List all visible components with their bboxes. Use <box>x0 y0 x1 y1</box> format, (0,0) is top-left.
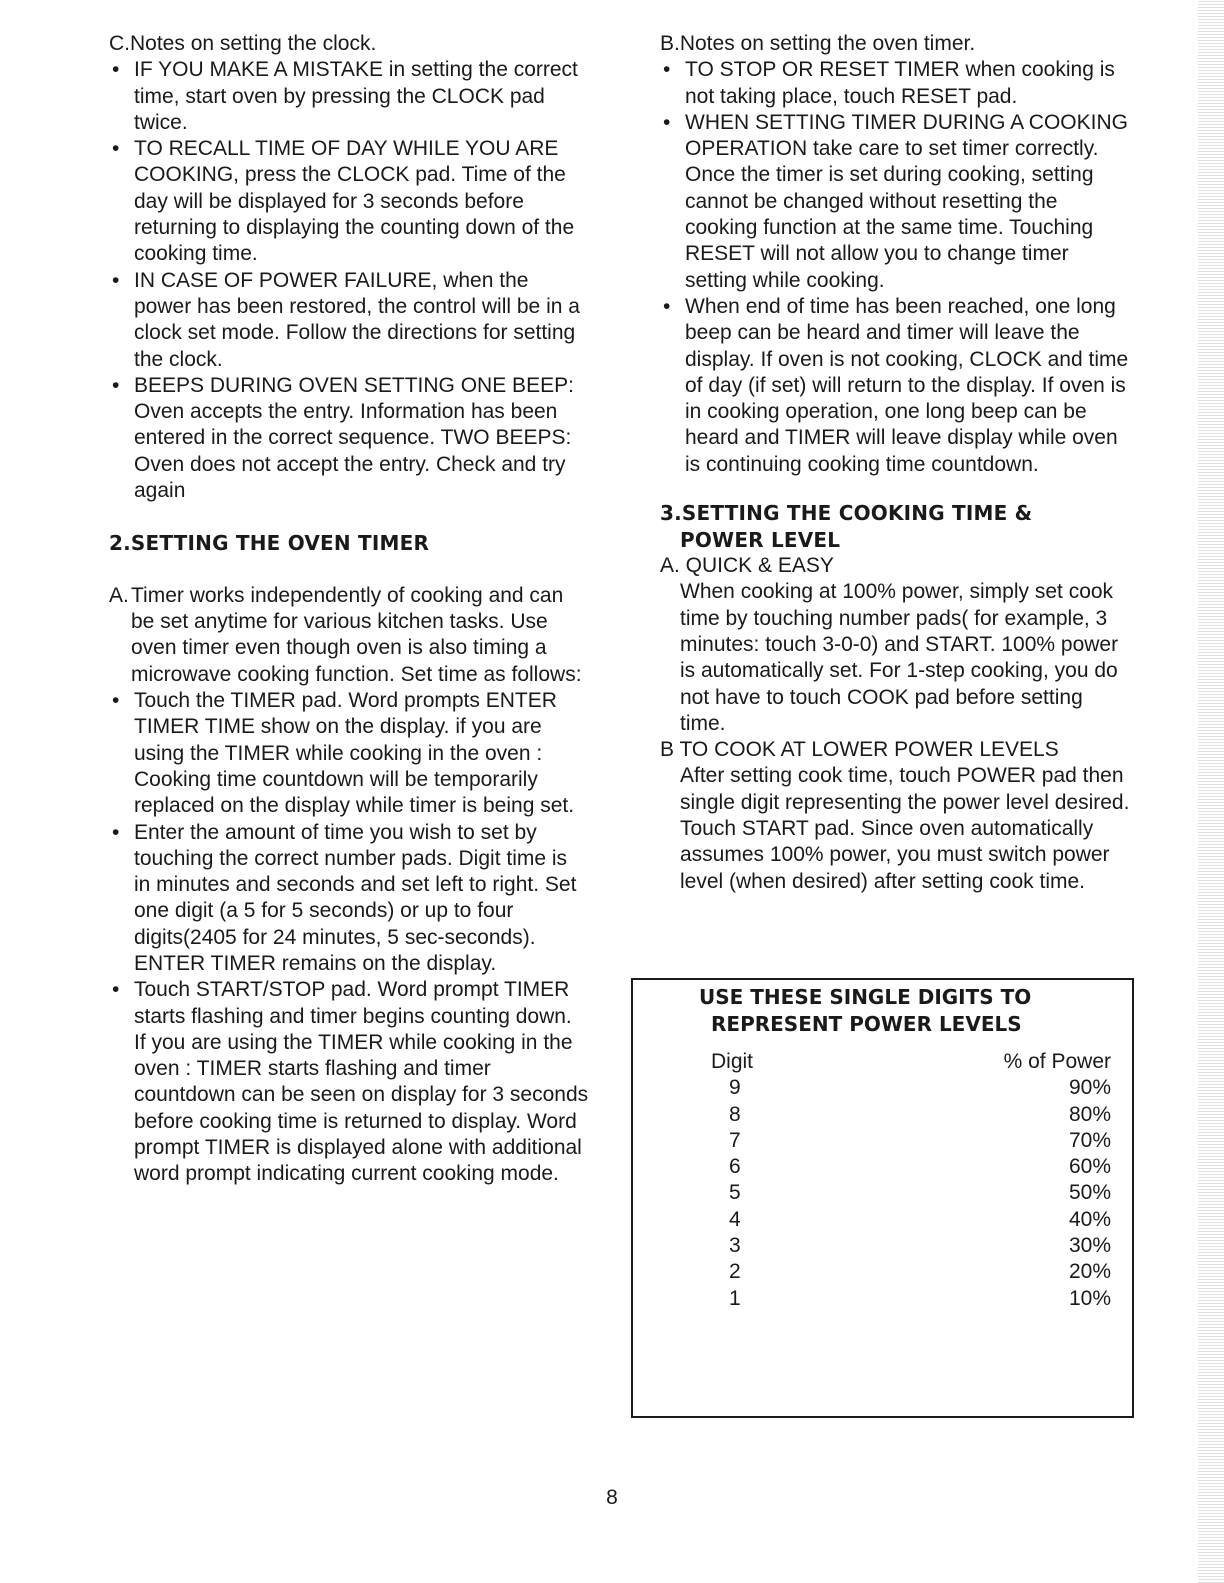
quick-easy-text: When cooking at 100% power, simply set cook time by touching number pads( for example, 3 minutes: touch 3-0-0) and START. 100% power is automatically set. For 1-step cooking, you do not have to touch COOK pad before setting time. <box>680 580 1119 735</box>
table-row <box>711 1207 1111 1233</box>
digit-cell: 4 <box>729 1207 741 1231</box>
digit-cell: 1 <box>729 1286 741 1310</box>
table-row <box>711 1233 1111 1259</box>
power-levels-title <box>699 984 1132 1037</box>
power-cell: 50% <box>1068 1181 1111 1205</box>
list-item: • WHEN SETTING TIMER DURING A COOKING OPERATION take care to set timer correctly. Once the timer is set during cooking, setting cannot be changed without resetting the cooking function at the same time. Touching RESET will not allow you to change timer setting while cooking. <box>660 110 1130 294</box>
power-cell: 60% <box>1068 1155 1111 1179</box>
power-cell: 30% <box>1068 1234 1111 1258</box>
digit-cell: 8 <box>729 1102 741 1126</box>
clock-notes-heading: C.Notes on setting the clock. <box>109 32 377 55</box>
beeps-list <box>109 373 589 504</box>
power-levels-title-line1: USE THESE SINGLE DIGITS TO <box>699 985 1032 1009</box>
list-item: • IN CASE OF POWER FAILURE, when the power has been restored, the control will be in a clock set mode. Follow the directions for setting the clock. <box>109 268 589 373</box>
lower-power-text: After setting cook time, touch POWER pad then single digit representing the power level desired. Touch START pad. Since oven automatically assumes 100% power, you must switch power level (when desired) after setting cook time. <box>680 764 1130 893</box>
timer-notes-heading: B.Notes on setting the oven timer. <box>660 32 976 55</box>
digit-cell: 2 <box>729 1260 741 1284</box>
power-cell: 80% <box>1068 1102 1111 1126</box>
section-2-title: 2.SETTING THE OVEN TIMER <box>109 531 430 556</box>
lower-power-heading: B TO COOK AT LOWER POWER LEVELS <box>660 738 1059 762</box>
section-3-title-line1: 3.SETTING THE COOKING TIME & <box>660 501 1033 526</box>
digit-cell: 7 <box>729 1128 741 1152</box>
timer-notes-list <box>660 57 1130 478</box>
list-item: • TO RECALL TIME OF DAY WHILE YOU ARE COOKING, press the CLOCK pad. Time of the day will be displayed for 3 seconds before returning to displaying the counting down of the cooking time. <box>109 136 589 267</box>
left-column <box>109 31 589 1188</box>
scan-edge-texture <box>1198 0 1224 1583</box>
list-item: • TO STOP OR RESET TIMER when cooking is not taking place, touch RESET pad. <box>660 57 1130 110</box>
list-item: • When end of time has been reached, one long beep can be heard and timer will leave the display. If oven is not cooking, CLOCK and time of day (if set) will return to the display. If oven is in cooking operation, one long beep can be heard and TIMER will leave display while oven is continuing cooking time countdown. <box>660 294 1130 478</box>
power-levels-box <box>631 978 1134 1418</box>
power-column-header: % of Power <box>1003 1050 1111 1073</box>
digit-column-header: Digit <box>711 1050 754 1073</box>
table-row <box>711 1286 1111 1312</box>
power-cell: 10% <box>1068 1286 1111 1310</box>
table-header-row <box>711 1049 1111 1075</box>
power-cell: 90% <box>1068 1076 1111 1100</box>
power-cell: 70% <box>1068 1128 1111 1152</box>
table-row <box>711 1102 1111 1128</box>
table-row <box>711 1180 1111 1206</box>
digit-cell: 3 <box>729 1234 741 1258</box>
list-item: • Touch the TIMER pad. Word prompts ENTER TIMER TIME show on the display. if you are using the TIMER while cooking in the oven : Cooking time countdown will be temporarily replaced on the display while timer is being set. <box>109 688 589 819</box>
table-row <box>711 1075 1111 1101</box>
section-2-intro <box>109 583 589 688</box>
digit-cell: 6 <box>729 1155 741 1179</box>
list-item: • BEEPS DURING OVEN SETTING ONE BEEP: Oven accepts the entry. Information has been entered in the correct sequence. TWO BEEPS: Oven does not accept the entry. Check and try again <box>109 373 589 504</box>
power-cell: 40% <box>1068 1207 1111 1231</box>
right-column <box>660 31 1130 895</box>
list-item: • Touch START/STOP pad. Word prompt TIMER starts flashing and timer begins counting down. If you are using the TIMER while cooking in the oven : TIMER starts flashing and timer countdown can be seen on display for 3 seconds before cooking time is returned to display. Word prompt TIMER is displayed alone with additional word prompt indicating current cooking mode. <box>109 977 589 1187</box>
list-item: • IF YOU MAKE A MISTAKE in setting the correct time, start oven by pressing the CLOCK pad twice. <box>109 57 589 136</box>
section-2-intro-text: Timer works independently of cooking and can be set anytime for various kitchen tasks. Use oven timer even though oven is also timing a microwave cooking function. Set time as follows: <box>131 583 582 686</box>
power-levels-title-line2: REPRESENT POWER LEVELS <box>711 1011 1022 1036</box>
table-row <box>711 1154 1111 1180</box>
clock-notes-list <box>109 57 589 373</box>
section-3-title <box>660 500 1130 553</box>
page-number: 8 <box>606 1486 618 1509</box>
section-2-intro-letter: A. <box>109 583 129 607</box>
digit-cell: 9 <box>729 1076 741 1100</box>
timer-steps-list <box>109 688 589 1188</box>
power-cell: 20% <box>1068 1260 1111 1284</box>
quick-easy-heading: A. QUICK & EASY <box>660 554 834 578</box>
table-row <box>711 1259 1111 1285</box>
digit-cell: 5 <box>729 1181 741 1205</box>
table-row <box>711 1128 1111 1154</box>
section-3-title-line2: POWER LEVEL <box>680 527 841 552</box>
list-item: • Enter the amount of time you wish to set by touching the correct number pads. Digit time is in minutes and seconds and set left to right. Set one digit (a 5 for 5 seconds) or up to four digits(2405 for 24 minutes, 5 sec-seconds). ENTER TIMER remains on the display. <box>109 820 589 978</box>
power-levels-table <box>711 1049 1111 1312</box>
